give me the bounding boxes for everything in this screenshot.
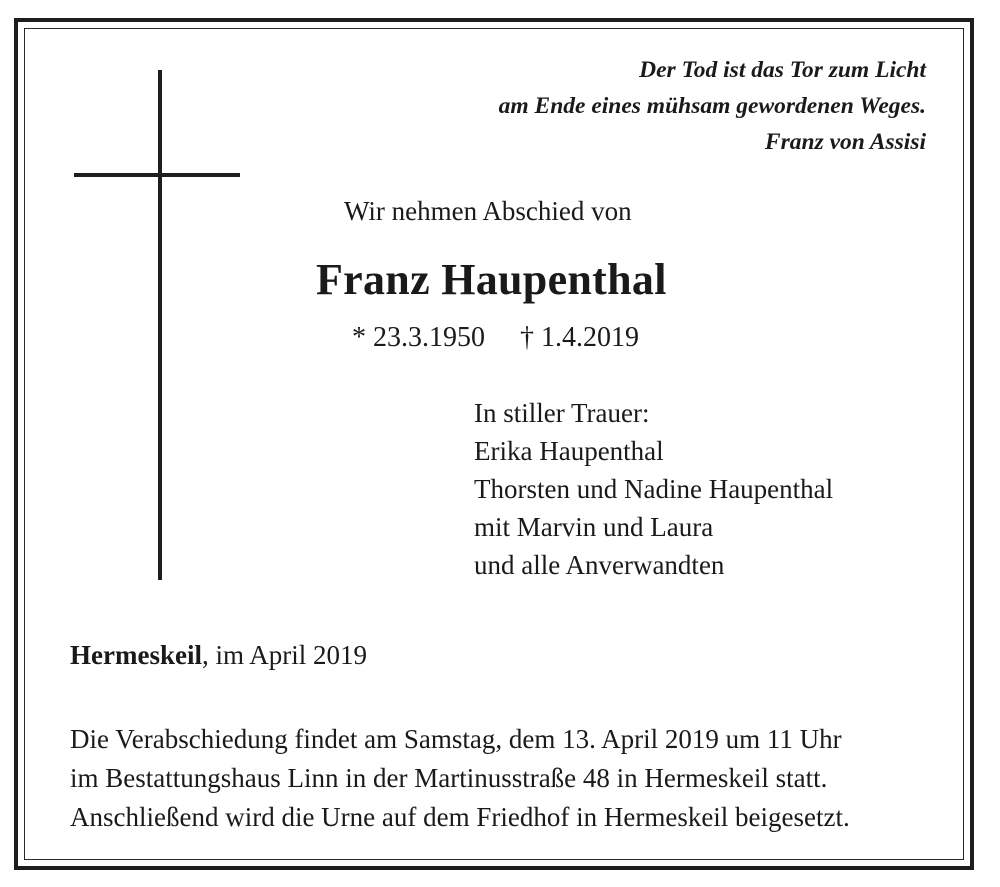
quote-author: Franz von Assisi [764,129,926,155]
town-name: Hermeskeil [70,640,202,670]
mourners-block [474,394,833,584]
mourner-name: Erika Haupenthal [474,436,664,466]
quote-line: am Ende eines mühsam gewordenen Weges. [498,93,926,119]
birth-date: * 23.3.1950 [352,322,485,353]
cross-horizontal-bar [74,173,240,177]
farewell-intro: Wir nehmen Abschied von [344,196,632,226]
service-line: Anschließend wird die Urne auf dem Friedhof in Hermeskeil beigesetzt. [70,802,850,832]
mourner-name: Thorsten und Nadine Haupenthal [474,474,834,504]
cross-vertical-bar [158,70,162,580]
place-date-line [70,640,367,671]
quote-line: Der Tod ist das Tor zum Licht [639,57,926,83]
service-line: im Bestattungshaus Linn in der Martinusstraße 48 in Hermeskeil statt. [70,763,828,793]
mourners-heading: In stiller Trauer: [474,398,650,428]
quote-block [499,52,926,160]
deceased-name: Franz Haupenthal [316,255,667,304]
mourner-name: mit Marvin und Laura [474,512,714,542]
service-line: Die Verabschiedung findet am Samstag, dem 13. April 2019 um 11 Uhr [70,724,842,754]
service-details [70,720,850,837]
mourner-name: und alle Anverwandten [474,550,725,580]
month-year: , im April 2019 [201,640,367,670]
death-date: † 1.4.2019 [520,322,639,353]
